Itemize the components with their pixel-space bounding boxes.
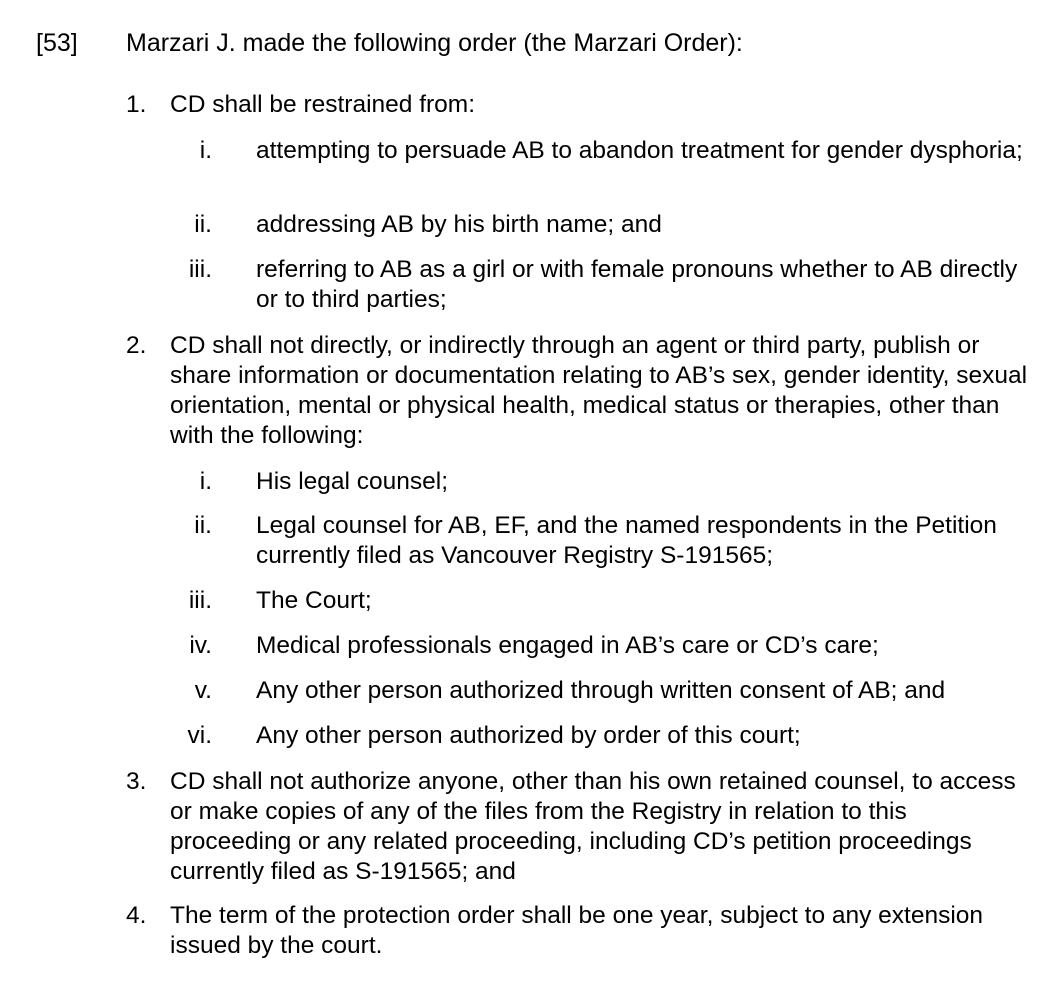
subitem-number: iv. bbox=[189, 632, 212, 659]
subitem-number: i. bbox=[199, 137, 212, 164]
subitem-number: iii. bbox=[188, 587, 212, 614]
subitem-text: Medical professionals engaged in AB’s care or CD’s care; bbox=[256, 632, 879, 659]
subitem-text: The Court; bbox=[256, 587, 372, 614]
subitem-number: ii. bbox=[194, 211, 212, 238]
subitem-text: Any other person authorized by order of this court; bbox=[256, 722, 801, 749]
subitem-text: addressing AB by his birth name; and bbox=[256, 211, 662, 238]
subitem-text: attempting to persuade AB to abandon treatment for gender dysphoria; bbox=[256, 137, 1023, 164]
subitem-number: iii. bbox=[188, 256, 212, 283]
subitem-number: i. bbox=[199, 468, 212, 495]
order-item-text: The term of the protection order shall be one year, subject to any extension issued by the court. bbox=[170, 902, 984, 959]
subitem-text: Any other person authorized through written consent of AB; and bbox=[256, 677, 946, 704]
subitem-number: ii. bbox=[194, 512, 212, 539]
subitem-text: His legal counsel; bbox=[256, 468, 449, 495]
order-item-text: CD shall not directly, or indirectly through an agent or third party, publish or share information or documentation relating to AB’s sex, gender identity, sexual orientation, mental or physical health, medical status or therapies, other than with the following: bbox=[170, 332, 1028, 449]
order-item-number: 3. bbox=[126, 768, 147, 795]
subitem-number: vi. bbox=[187, 722, 212, 749]
order-item-number: 1. bbox=[126, 91, 147, 118]
subitem-text: referring to AB as a girl or with female pronouns whether to AB directly or to third parties; bbox=[256, 256, 1018, 313]
subitem-number: v. bbox=[194, 677, 212, 704]
order-item-number: 2. bbox=[126, 332, 147, 359]
paragraph-lead-text: Marzari J. made the following order (the Marzari Order): bbox=[126, 29, 743, 57]
order-item-text: CD shall be restrained from: bbox=[170, 91, 476, 118]
paragraph-number: [53] bbox=[36, 29, 78, 57]
subitem-text: Legal counsel for AB, EF, and the named respondents in the Petition currently filed as Vancouver Registry S-191565; bbox=[256, 512, 997, 569]
order-item-number: 4. bbox=[126, 902, 147, 929]
order-item-text: CD shall not authorize anyone, other than his own retained counsel, to access or make copies of any of the files from the Registry in relation to this proceeding or any related proceeding, including CD’s petition proceedings currently filed as S-191565; and bbox=[170, 768, 1016, 885]
